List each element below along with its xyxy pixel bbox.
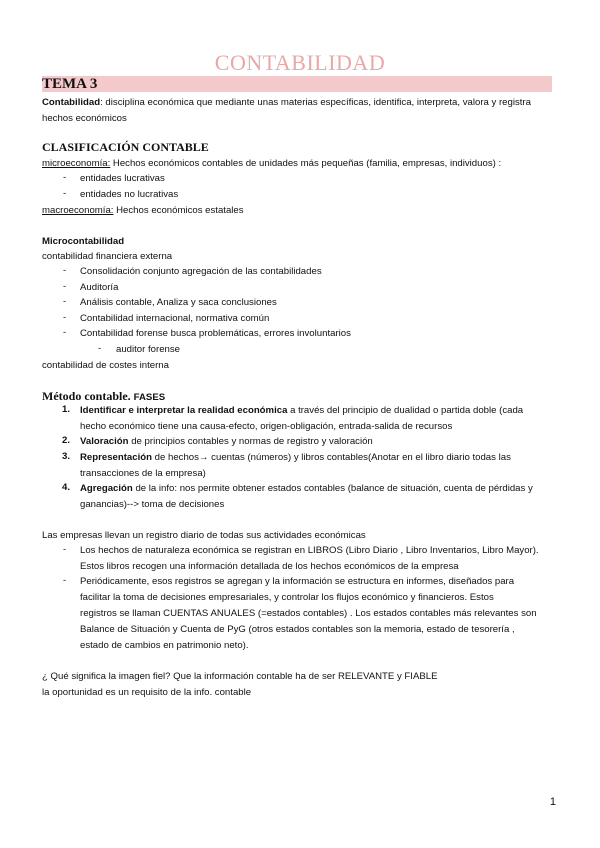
step-number: 3.	[62, 451, 71, 462]
paragraph-line: registros se llaman CUENTAS ANUALES (=estados contables) . Los estados contables más relevantes son	[80, 608, 537, 619]
definition-line-1: Contabilidad: disciplina económica que mediante unas materias específicas, identifica, interpreta, valora y registra	[42, 97, 531, 108]
dash-bullet: -	[63, 544, 67, 555]
imagen-fiel-note: la oportunidad es un requisito de la info. contable	[42, 687, 252, 698]
step-number: 4.	[62, 482, 71, 493]
list-item: Análisis contable, Analiza y saca conclusiones	[80, 297, 277, 308]
interna-line: contabilidad de costes interna	[42, 360, 169, 371]
list-item: Contabilidad internacional, normativa común	[80, 313, 270, 324]
step-number: 1.	[62, 404, 71, 415]
dash-bullet: -	[63, 312, 67, 323]
paragraph-line: Estos libros recogen una información detallada de los hechos económicos de la empresa	[80, 561, 459, 572]
macro-line: macroeconomía: Hechos económicos estatales	[42, 205, 244, 216]
paragraph-line: Los hechos de naturaleza económica se registran en LIBROS (Libro Diario , Libro Inventarios, Libro Mayor).	[80, 545, 539, 556]
step-line: Identificar e interpretar la realidad económica a través del principio de dualidad o partida doble (cada	[80, 405, 524, 416]
dash-bullet: -	[63, 188, 67, 199]
imagen-fiel-question: ¿ Qué significa la imagen fiel? Que la información contable ha de ser RELEVANTE y FIABLE	[42, 671, 438, 682]
definition-line-2: hechos económicos	[42, 113, 127, 124]
dash-bullet: -	[63, 296, 67, 307]
list-item: entidades no lucrativas	[80, 189, 179, 200]
dash-bullet: -	[63, 265, 67, 276]
list-item: Auditoría	[80, 282, 119, 293]
paragraph-line: Balance de Situación y Cuenta de PyG (otros estados contables son la memoria, estado de tesorería ,	[80, 624, 515, 635]
definition-term: Contabilidad	[42, 97, 101, 108]
step-line: Valoración de principios contables y normas de registro y valoración	[80, 436, 373, 447]
clasificacion-heading: CLASIFICACIÓN CONTABLE	[42, 140, 209, 154]
paragraph-line: Periódicamente, esos registros se agregan y la información se estructura en informes, diseñados para	[80, 576, 515, 587]
dash-bullet: -	[63, 281, 67, 292]
micro-line: microeconomía: Hechos económicos contables de unidades más pequeñas (familia, empresas, individuos) :	[42, 158, 502, 169]
step-number: 2.	[62, 435, 71, 446]
dash-bullet: -	[63, 172, 67, 183]
step-line: Representación de hechos→ cuentas (números) y libros contables(Anotar en el libro diario todas las	[80, 452, 511, 463]
step-line: transacciones de la empresa)	[80, 468, 206, 479]
metodo-heading: Método contable. FASES	[42, 389, 166, 403]
paragraph-line: facilitar la toma de decisiones empresariales, y controlar los flujos económico y financieros. Estos	[80, 592, 494, 603]
registro-intro: Las empresas llevan un registro diario de todas sus actividades económicas	[42, 530, 366, 541]
list-item: Contabilidad forense busca problemáticas, errores involuntarios	[80, 328, 351, 339]
microcontabilidad-heading: Microcontabilidad	[42, 236, 125, 247]
dash-bullet: -	[98, 343, 102, 354]
step-line: ganancias)--> toma de decisiones	[80, 499, 225, 510]
page-number: 1	[549, 796, 556, 808]
sub-list-item: auditor forense	[116, 344, 180, 355]
section-heading-tema: TEMA 3	[42, 76, 552, 92]
step-line: hecho económico tiene una causa-efecto, origen-obligación, entrada-salida de recursos	[80, 421, 453, 432]
paragraph-line: estado de cambios en patrimonio neto).	[80, 640, 249, 651]
list-item: entidades lucrativas	[80, 173, 165, 184]
dash-bullet: -	[63, 575, 67, 586]
dash-bullet: -	[63, 327, 67, 338]
page-title: CONTABILIDAD	[214, 50, 386, 75]
externa-line: contabilidad financiera externa	[42, 251, 173, 262]
step-line: Agregación de la info: nos permite obtener estados contables (balance de situación, cuenta de pérdidas y	[80, 483, 533, 494]
list-item: Consolidación conjunto agregación de las contabilidades	[80, 266, 322, 277]
